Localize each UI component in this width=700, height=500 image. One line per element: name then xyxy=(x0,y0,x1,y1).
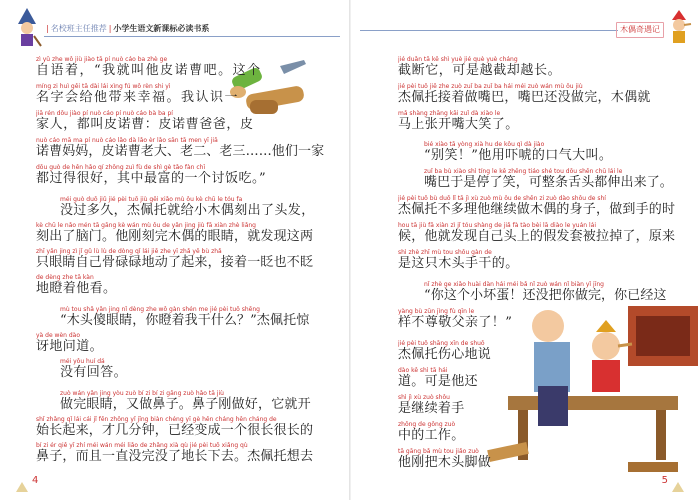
pinyin-line: zì yǔ zhe wǒ jiù jiào tā pí nuò cáo ba zhè ge xyxy=(36,56,168,63)
chinese-line: 名字会给他带来幸福。我认识一 xyxy=(36,90,240,105)
pinyin-line: jié pèi tuō shāng xīn de shuō xyxy=(398,340,485,347)
chinese-line: 马上张开嘴大笑了。 xyxy=(398,117,519,132)
pinyin-line: jié pèi tuō bù duō lǐ tā jì xù zuò mù ǒu de shēn zi zuò dào shǒu de shí xyxy=(398,195,606,202)
pinyin-line: shì zhè zhī mù tou shǒu gàn de xyxy=(398,249,492,256)
chinese-line: 中的工作。 xyxy=(398,428,465,443)
chinese-line: 没有回答。 xyxy=(60,365,128,380)
page-number-right: 5 xyxy=(661,475,668,486)
chinese-line: “你这个小坏蛋！还没把你做完，你已经这 xyxy=(424,288,667,303)
chinese-line: 候，他就发现自己头上的假发套被拉掉了，原来 xyxy=(398,229,676,244)
chinese-line: 道。可是他还 xyxy=(398,374,478,389)
chinese-line: 刻出了脑门。他刚刻完木偶的眼睛，就发现这两 xyxy=(36,229,314,244)
header-rule-right xyxy=(360,30,618,31)
pinyin-line: nǐ zhè ge xiǎo huài dàn hái méi bǎ nǐ zuò wán nǐ biàn yǐ jīng xyxy=(424,281,604,288)
chinese-line: 地瞪着他看。 xyxy=(36,281,117,296)
pinyin-line: yàng bù zūn jìng fù qīn le xyxy=(398,308,475,315)
header-rule xyxy=(44,36,340,37)
chinese-line: 都过得很好，其中最富的一个讨饭吃。” xyxy=(36,171,267,186)
pinyin-line: hou tā jiù fā xiàn zì jǐ tóu shàng de jiǎ fà tào bèi lā diào le yuán lái xyxy=(398,222,596,229)
chinese-line: 鼻子，而且一直没完没了地长下去。杰佩托想去 xyxy=(36,449,314,464)
pinyin-line: mù tou shǎ yǎn jing nǐ dèng zhe wǒ gàn shén me jié pèi tuō shēng xyxy=(60,306,260,313)
pinyin-line: zuǐ ba bù xiào shì tíng le kě zhěng tiáo shé tou dōu shēn chū lái le xyxy=(424,168,623,175)
chinese-line: “木头傻眼睛，你瞪着我干什么？”杰佩托惊 xyxy=(60,313,310,328)
chinese-line: 嘴巴于是停了笑，可整条舌头都伸出来了。 xyxy=(424,175,673,190)
chinese-line: 是这只木头手干的。 xyxy=(398,256,519,271)
chinese-line: 没过多久，杰佩托就给小木偶刻出了头发， xyxy=(60,203,315,218)
header-left: | 名校班主任推荐 | 小学生语文新课标必读书系 xyxy=(46,24,210,33)
pinyin-line: zuò wán yǎn jing yòu zuò bí zi bí zi gāng zuò hǎo tā jiù xyxy=(60,390,224,397)
chinese-line: 是继续着手 xyxy=(398,401,465,416)
pinyin-line: zhōng de gōng zuò xyxy=(398,421,456,428)
pinyin-line: jié pèi tuō jiē zhe zuò zuǐ ba zuǐ ba hái méi zuò wán mù ǒu jiù xyxy=(398,83,583,90)
pinyin-line: jiā rén dōu jiào pí nuò cáo pí nuò cáo bà ba pí xyxy=(36,110,173,117)
wizard-character-icon xyxy=(12,8,42,50)
chinese-line: “别笑！”他用吓唬的口气大叫。 xyxy=(424,148,613,163)
pinyin-line: bié xiào tā yòng xià hu de kǒu qì dà jiào xyxy=(424,141,545,148)
pinyin-line: yà de wèn dào xyxy=(36,332,81,339)
chinese-line: 家人，都叫皮诺曹：皮诺曹爸爸，皮 xyxy=(36,117,254,132)
chinese-line: 截断它，可是越截却越长。 xyxy=(398,63,562,78)
chinese-line: 讶地问道。 xyxy=(36,339,104,354)
chinese-line: 样不尊敬父亲了！” xyxy=(398,315,513,330)
chinese-line: 杰佩托伤心地说 xyxy=(398,347,492,362)
pinyin-line: kè chū le nǎo mén tā gāng kè wán mù ǒu de yǎn jing jiù fā xiàn zhè liǎng xyxy=(36,222,256,229)
pinyin-line: de dèng zhe tā kàn xyxy=(36,274,94,281)
pinyin-line: méi yǒu huí dá xyxy=(60,358,105,365)
right-page xyxy=(350,0,700,500)
header-series-title: 小学生语文新课标必读书系 xyxy=(113,24,210,33)
chinese-line: 杰佩托不多理他继续做木偶的身子，做到手的时 xyxy=(398,202,676,217)
chinese-line: 自语着，“我就叫他皮诺曹吧。这个 xyxy=(36,63,262,78)
chinese-line: 杰佩托接着做嘴巴，嘴巴还没做完，木偶就 xyxy=(398,90,651,105)
chinese-line: 他刚把木头脚做 xyxy=(398,455,492,470)
pinyin-line: shì jì xù zuò shǒu xyxy=(398,394,450,401)
header-subtitle: 名校班主任推荐 xyxy=(50,24,107,33)
pinyin-line: jié duǎn tā kě shì yuè jié què yuè cháng xyxy=(398,56,518,63)
page-corner-mark-right xyxy=(672,480,684,492)
pinyin-line: méi guò duō jiǔ jié pèi tuō jiù gěi xiǎo mù ǒu kè chū le tóu fa xyxy=(60,196,243,203)
book-title-box: 木偶奇遇记 xyxy=(616,22,664,38)
chinese-line: 做完眼睛，又做鼻子。鼻子刚做好，它就开 xyxy=(60,397,311,412)
pinyin-line: mǎ shàng zhāng kāi zuǐ dà xiào le xyxy=(398,110,501,117)
chinese-line: 始长起来，才几分钟，已经变成一个很长很长的 xyxy=(36,423,314,438)
pinyin-line: dào kě shì tā hái xyxy=(398,367,448,374)
pinyin-line: shǐ zhǎng qǐ lái cái jǐ fēn zhōng yǐ jīng biàn chéng yī gè hěn cháng hěn cháng de xyxy=(36,416,277,423)
page-corner-mark xyxy=(16,480,28,492)
pinocchio-character-icon xyxy=(666,10,692,48)
pinyin-line: dōu guò de hěn hǎo qí zhōng zuì fù de shì gè tǎo fàn chī xyxy=(36,164,206,171)
pinyin-line: míng zi huì gěi tā dài lái xìng fú wǒ rèn shi yī xyxy=(36,83,171,90)
chinese-line: 诺曹妈妈，皮诺曹老大、老二、老三……他们一家 xyxy=(36,144,325,159)
pinyin-line: bí zi ér qiě yī zhí méi wán méi liǎo de zhǎng xià qù jié pèi tuō xiǎng qù xyxy=(36,442,248,449)
chinese-line: 只眼睛自己骨碌碌地动了起来，接着一眨也不眨 xyxy=(36,255,314,270)
pinyin-line: tā gāng bǎ mù tou jiǎo zuò xyxy=(398,448,479,455)
header-right xyxy=(616,22,664,36)
page-number-left: 4 xyxy=(32,475,39,486)
pinyin-line: zhī yǎn jing zì jǐ gǔ lù lù de dòng qǐ lái jiē zhe yī zhǎ yě bù zhǎ xyxy=(36,248,222,255)
pinyin-line: nuò cáo mā ma pí nuò cáo lǎo dà lǎo èr lǎo sān tā men yī jiā xyxy=(36,137,218,144)
